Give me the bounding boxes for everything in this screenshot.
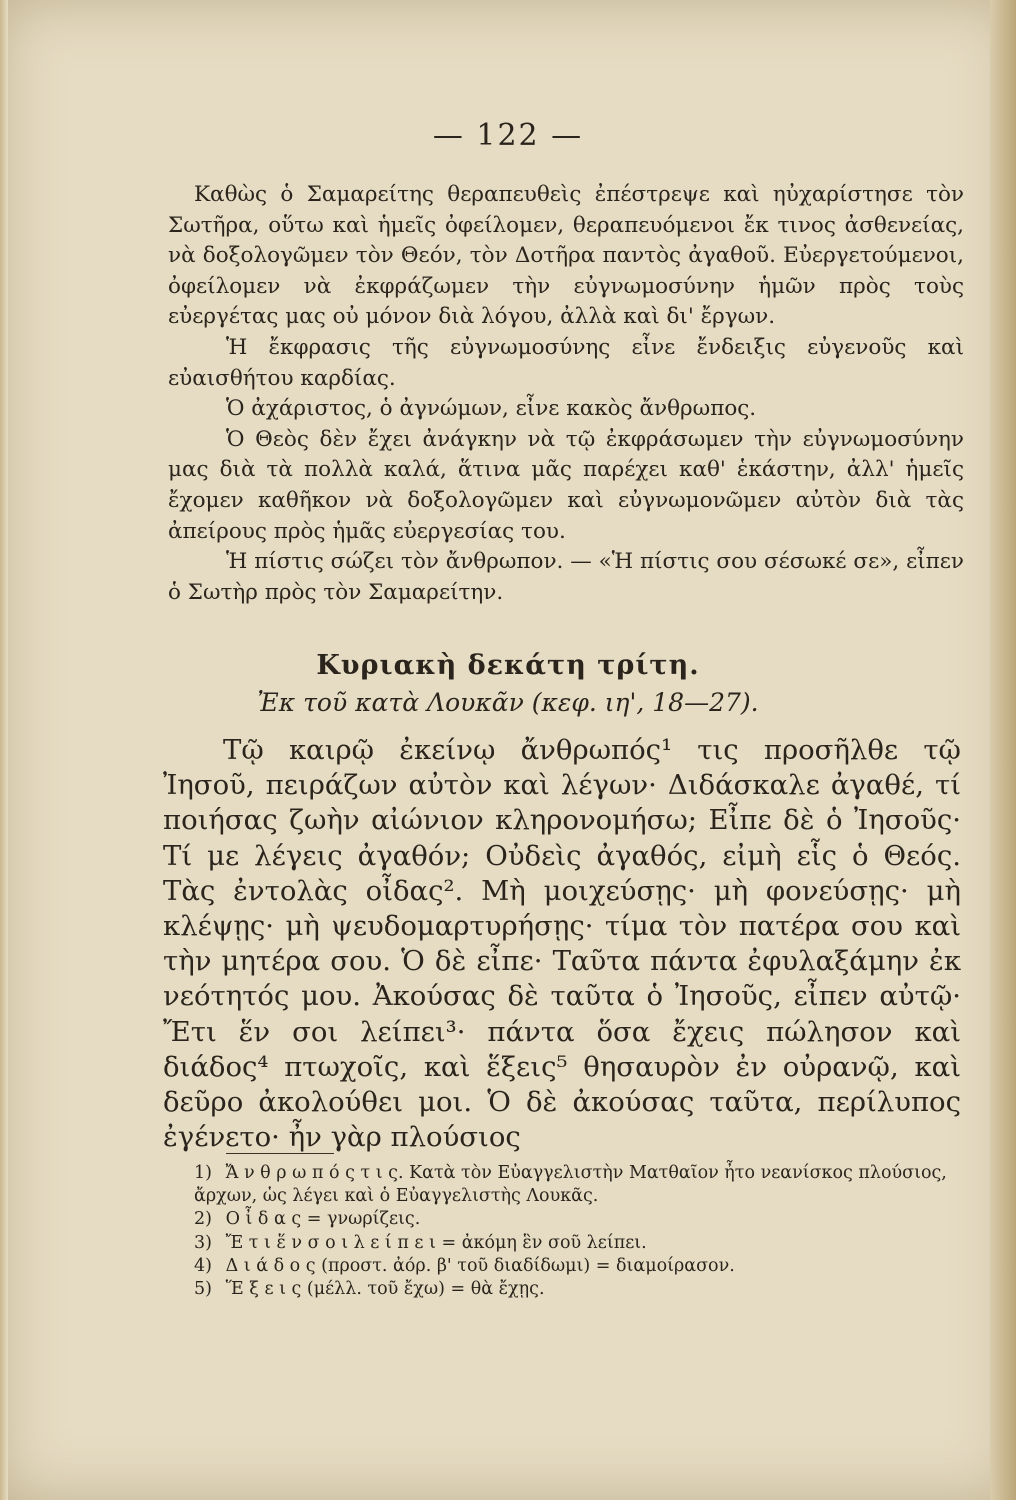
footnote-3: [194, 1232, 964, 1255]
footnote-text: Δ ι ά δ ο ς (προστ. ἀόρ. β' τοῦ διαδίδωμι) = διαμοίρασον.: [225, 1255, 735, 1276]
footnote-text: Ἔ τ ι ἕ ν σ ο ι λ ε ί π ε ι = ἀκόμη ἓν σοῦ λείπει.: [225, 1232, 647, 1253]
footnote-label: 4): [194, 1255, 212, 1276]
footnote-rule: [226, 1153, 334, 1154]
intro-paragraph-4: Ὁ Θεὸς δὲν ἔχει ἀνάγκην νὰ τῷ ἐκφράσωμεν τὴν εὐγνωμοσύνην μας διὰ τὰ πολλὰ καλά, ἅτινα μᾶς παρέχει καθ' ἑκάστην, ἀλλ' ἡμεῖς ἔχομεν καθῆκον νὰ δοξολογῶμεν καὶ εὐγνωμονῶμεν αὐτὸν διὰ τὰς ἀπείρους πρὸς ἡμᾶς εὐεργεσίας του.: [168, 426, 964, 544]
gospel-paragraph: Τῷ καιρῷ ἐκείνῳ ἄνθρωπός¹ τις προσῆλθε τῷ Ἰησοῦ, πειράζων αὐτὸν καὶ λέγων· Διδάσκαλε ἀγαθέ, τί ποιήσας ζωὴν αἰώνιον κληρονομήσω; Εἶπε δὲ ὁ Ἰησοῦς· Τί με λέγεις ἀγαθόν; Οὐδεὶς ἀγαθός, εἰμὴ εἷς ὁ Θεός. Τὰς ἐντολὰς οἶδας². Μὴ μοιχεύσῃς· μὴ φονεύσῃς· μὴ κλέψῃς· μὴ ψευδομαρτυρήσῃς· τίμα τὸν πατέρα σου καὶ τὴν μητέρα σου. Ὁ δὲ εἶπε· Ταῦτα πάντα ἐφυλαξάμην ἐκ νεότητός μου. Ἀκούσας δὲ ταῦτα ὁ Ἰησοῦς, εἶπεν αὐτῷ· Ἔτι ἕν σοι λείπει³· πάντα ὅσα ἔχεις πώλησον καὶ διάδος⁴ πτωχοῖς, καὶ ἕξεις⁵ θησαυρὸν ἐν οὐρανῷ, καὶ δεῦρο ἀκολούθει μοι. Ὁ δὲ ἀκούσας ταῦτα, περίλυπος ἐγένετο· ἦν γὰρ πλούσιος: [163, 734, 961, 1154]
intro-paragraph-3: Ὁ ἀχάριστος, ὁ ἀγνώμων, εἶνε κακὸς ἄνθρωπος.: [226, 396, 757, 422]
section-subheading: Ἐκ τοῦ κατὰ Λουκᾶν (κεφ. ιη', 18—27).: [257, 688, 759, 717]
footnote-label: 1): [194, 1163, 212, 1183]
page-left-edge: [0, 0, 8, 1500]
intro-paragraph-2: Ἡ ἔκφρασις τῆς εὐγνωμοσύνης εἶνε ἔνδειξις εὐγενοῦς καὶ εὐαισθήτου καρδίας.: [168, 334, 964, 391]
page-right-edge: [990, 0, 1016, 1500]
section-heading: Κυριακὴ δεκάτη τρίτη.: [316, 650, 700, 681]
gospel-reading: [163, 733, 961, 1155]
footnote-label: 2): [194, 1209, 212, 1230]
footnote-1: [194, 1162, 964, 1208]
intro-paragraph-5: Ἡ πίστις σώζει τὸν ἄνθρωπον. — «Ἡ πίστις σου σέσωκέ σε», εἶπεν ὁ Σωτὴρ πρὸς τὸν Σαμαρείτην.: [168, 549, 964, 605]
intro-text: [168, 180, 964, 608]
page-number: — 122 —: [432, 118, 584, 153]
footnotes: [194, 1162, 964, 1301]
footnote-5: [194, 1278, 964, 1301]
intro-paragraph-1: Καθὼς ὁ Σαμαρείτης θεραπευθεὶς ἐπέστρεψε καὶ ηὐχαρίστησε τὸν Σωτῆρα, οὕτω καὶ ἡμεῖς ὀφείλομεν, θεραπευόμενοι ἔκ τινος ἀσθενείας, νὰ δοξολογῶμεν τὸν Θεόν, τὸν Δοτῆρα παντὸς ἀγαθοῦ. Εὐεργετούμενοι, ὀφείλομεν νὰ ἐκφράζωμεν τὴν εὐγνωμοσύνην ἡμῶν πρὸς τοὺς εὐεργέτας μας οὐ μόνον διὰ λόγου, ἀλλὰ καὶ δι' ἔργων.: [168, 182, 964, 330]
footnote-2: [194, 1208, 964, 1231]
footnote-text: Ἕ ξ ε ι ς (μέλλ. τοῦ ἔχω) = θὰ ἔχῃς.: [225, 1279, 545, 1300]
footnote-text-content: Ἄ ν θ ρ ω π ό ς τ ι ς. Κατὰ τὸν Εὐαγγελιστὴν Ματθαῖον ἦτο νεανίσκος πλούσιος, ἄρχων, ὡς λέγει καὶ ὁ Εὐαγγελιστὴς Λουκᾶς.: [194, 1163, 947, 1207]
footnote-4: [194, 1255, 964, 1278]
footnote-label: 5): [194, 1279, 212, 1300]
footnote-text: [194, 1163, 947, 1206]
footnote-label: 3): [194, 1232, 212, 1253]
footnote-text: Ο ἶ δ α ς = γνωρίζεις.: [225, 1209, 421, 1230]
